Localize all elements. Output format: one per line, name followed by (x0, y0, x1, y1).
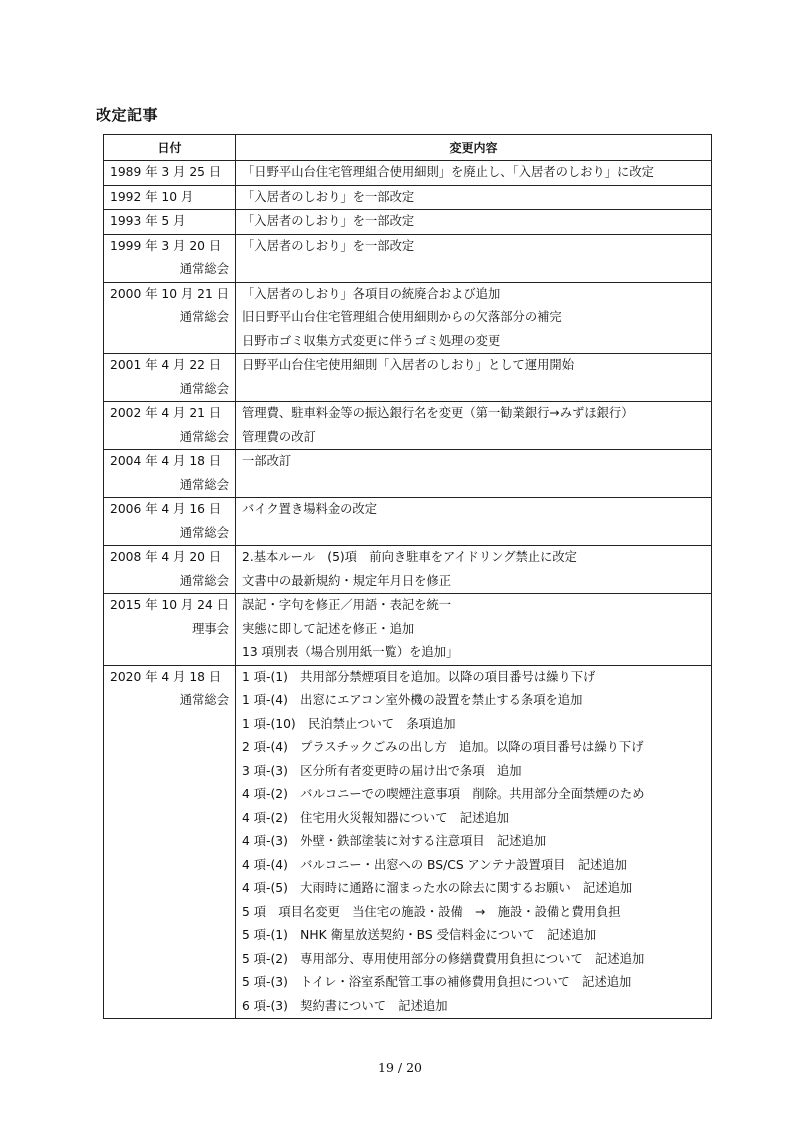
table-row (104, 282, 712, 354)
change-line: 誤記・字句を修正／用語・表記を統一 (242, 598, 452, 612)
revision-date-cell (104, 498, 236, 546)
table-header-row (104, 135, 712, 161)
revision-body: 通常総会 (179, 525, 229, 540)
change-line: 管理費、駐車料金等の振込銀行名を変更（第一勧業銀行→みずほ銀行） (242, 406, 634, 420)
revision-date: 1989 年 3 月 25 日 (110, 165, 222, 179)
page-footer (0, 1060, 800, 1075)
revision-date-cell (104, 185, 236, 210)
change-line: 5 項-(1) NHK 衛星放送契約・BS 受信料金について 記述追加 (242, 928, 597, 942)
change-line: 一部改訂 (242, 454, 292, 468)
revision-date-cell (104, 354, 236, 402)
revision-body: 通常総会 (179, 429, 229, 444)
revision-body: 理事会 (192, 621, 229, 636)
revision-body: 通常総会 (179, 262, 229, 276)
revision-date-cell (104, 402, 236, 450)
column-header-date: 日付 (104, 135, 236, 161)
revision-date-cell (104, 282, 236, 354)
change-line: 5 項-(3) トイレ・浴室系配管工事の補修費用負担について 記述追加 (242, 975, 632, 989)
change-line: 「入居者のしおり」を一部改定 (242, 238, 415, 253)
table-row (104, 498, 712, 546)
table-row (104, 210, 712, 235)
change-line: 5 項-(2) 専用部分、専用使用部分の修繕費費用負担について 記述追加 (242, 951, 645, 966)
revision-changes-cell (236, 594, 712, 666)
change-line: 日野平山台住宅使用細則「入居者のしおり」として運用開始 (242, 358, 575, 372)
table-row (104, 161, 712, 186)
change-line: 4 項-(2) 住宅用火災報知器について 記述追加 (242, 810, 509, 825)
table-row (104, 185, 712, 210)
change-line: 文書中の最新規約・規定年月日を修正 (242, 573, 452, 588)
change-line: 4 項-(5) 大雨時に通路に溜まった水の除去に関するお願い 記述追加 (242, 881, 633, 895)
change-line: 「入居者のしおり」を一部改定 (242, 214, 415, 228)
revision-changes-cell (236, 498, 712, 546)
change-line: 13 項別表（場合別用紙一覧）を追加」 (242, 645, 459, 659)
revision-date: 1992 年 10 月 (110, 189, 194, 204)
change-line: 1 項-(10) 民泊禁止ついて 条項追加 (242, 716, 456, 731)
revision-changes-cell (236, 402, 712, 450)
revision-date: 2001 年 4 月 22 日 (110, 358, 222, 372)
revision-date: 2000 年 10 月 21 日 (110, 286, 230, 301)
change-line: 2 項-(4) プラスチックごみの出し方 追加。以降の項目番号は繰り下げ (242, 740, 644, 754)
revision-date: 2002 年 4 月 21 日 (110, 406, 222, 420)
revision-changes-cell (236, 234, 712, 282)
revision-body: 通常総会 (179, 381, 229, 396)
revision-date-cell (104, 161, 236, 186)
revision-changes-cell (236, 450, 712, 498)
revision-date: 2006 年 4 月 16 日 (110, 502, 222, 516)
revision-date-cell (104, 234, 236, 282)
change-line: 3 項-(3) 区分所有者変更時の届け出で条項 追加 (242, 763, 522, 778)
table-row (104, 665, 712, 1019)
page-number: 19 (378, 1060, 394, 1075)
revision-body: 通常総会 (179, 477, 229, 492)
change-line: 4 項-(4) バルコニー・出窓への BS/CS アンテナ設置項目 記述追加 (242, 857, 627, 872)
section-heading: 改定記事 (96, 106, 159, 124)
table-row (104, 594, 712, 666)
column-header-changes: 変更内容 (236, 135, 712, 161)
revision-date-cell (104, 450, 236, 498)
revision-table-body (104, 161, 712, 1019)
page-total: 20 (406, 1060, 422, 1075)
revision-table (103, 134, 712, 1019)
revision-date-cell (104, 665, 236, 1019)
table-row (104, 546, 712, 594)
revision-body: 通常総会 (179, 310, 229, 324)
change-line: 実態に即して記述を修正・追加 (242, 621, 415, 636)
change-line: 日野市ゴミ収集方式変更に伴うゴミ処理の変更 (242, 333, 501, 348)
revision-date-cell (104, 546, 236, 594)
change-line: 「入居者のしおり」を一部改定 (242, 189, 415, 204)
revision-changes-cell (236, 282, 712, 354)
change-line: 「日野平山台住宅管理組合使用細則」を廃止し、「入居者のしおり」に改定 (242, 165, 654, 179)
revision-date: 1993 年 5 月 (110, 214, 186, 228)
change-line: 6 項-(3) 契約書について 記述追加 (242, 998, 448, 1013)
change-line: 旧日野平山台住宅管理組合使用細則からの欠落部分の補完 (242, 310, 562, 324)
revision-date: 1999 年 3 月 20 日 (110, 238, 222, 253)
change-line: 1 項-(4) 出窓にエアコン室外機の設置を禁止する条項を追加 (242, 693, 583, 707)
change-line: 5 項 項目名変更 当住宅の施設・設備 → 施設・設備と費用負担 (242, 904, 621, 919)
revision-changes-cell (236, 210, 712, 235)
revision-date: 2008 年 4 月 20 日 (110, 550, 222, 564)
change-line: 4 項-(3) 外壁・鉄部塗装に対する注意項目 記述追加 (242, 834, 547, 848)
table-row (104, 402, 712, 450)
page-separator: / (397, 1060, 403, 1075)
revision-changes-cell (236, 185, 712, 210)
revision-date: 2004 年 4 月 18 日 (110, 454, 222, 468)
revision-date-cell (104, 594, 236, 666)
revision-changes-cell (236, 354, 712, 402)
table-row (104, 234, 712, 282)
change-line: バイク置き場料金の改定 (242, 502, 378, 516)
revision-date: 2015 年 10 月 24 日 (110, 598, 230, 612)
table-row (104, 450, 712, 498)
revision-date: 2020 年 4 月 18 日 (110, 669, 222, 684)
change-line: 「入居者のしおり」各項目の統廃合および追加 (242, 286, 501, 301)
revision-body: 通常総会 (179, 573, 229, 588)
change-line: 1 項-(1) 共用部分禁煙項目を追加。以降の項目番号は繰り下げ (242, 669, 596, 684)
revision-body: 通常総会 (179, 693, 229, 707)
revision-date-cell (104, 210, 236, 235)
revision-changes-cell (236, 546, 712, 594)
change-line: 2.基本ルール (5)項 前向き駐車をアイドリング禁止に改定 (242, 550, 577, 564)
change-line: 4 項-(2) バルコニーでの喫煙注意事項 削除。共用部分全面禁煙のため (242, 787, 645, 801)
change-line: 管理費の改訂 (242, 429, 316, 444)
table-row (104, 354, 712, 402)
revision-changes-cell (236, 161, 712, 186)
revision-changes-cell (236, 665, 712, 1019)
